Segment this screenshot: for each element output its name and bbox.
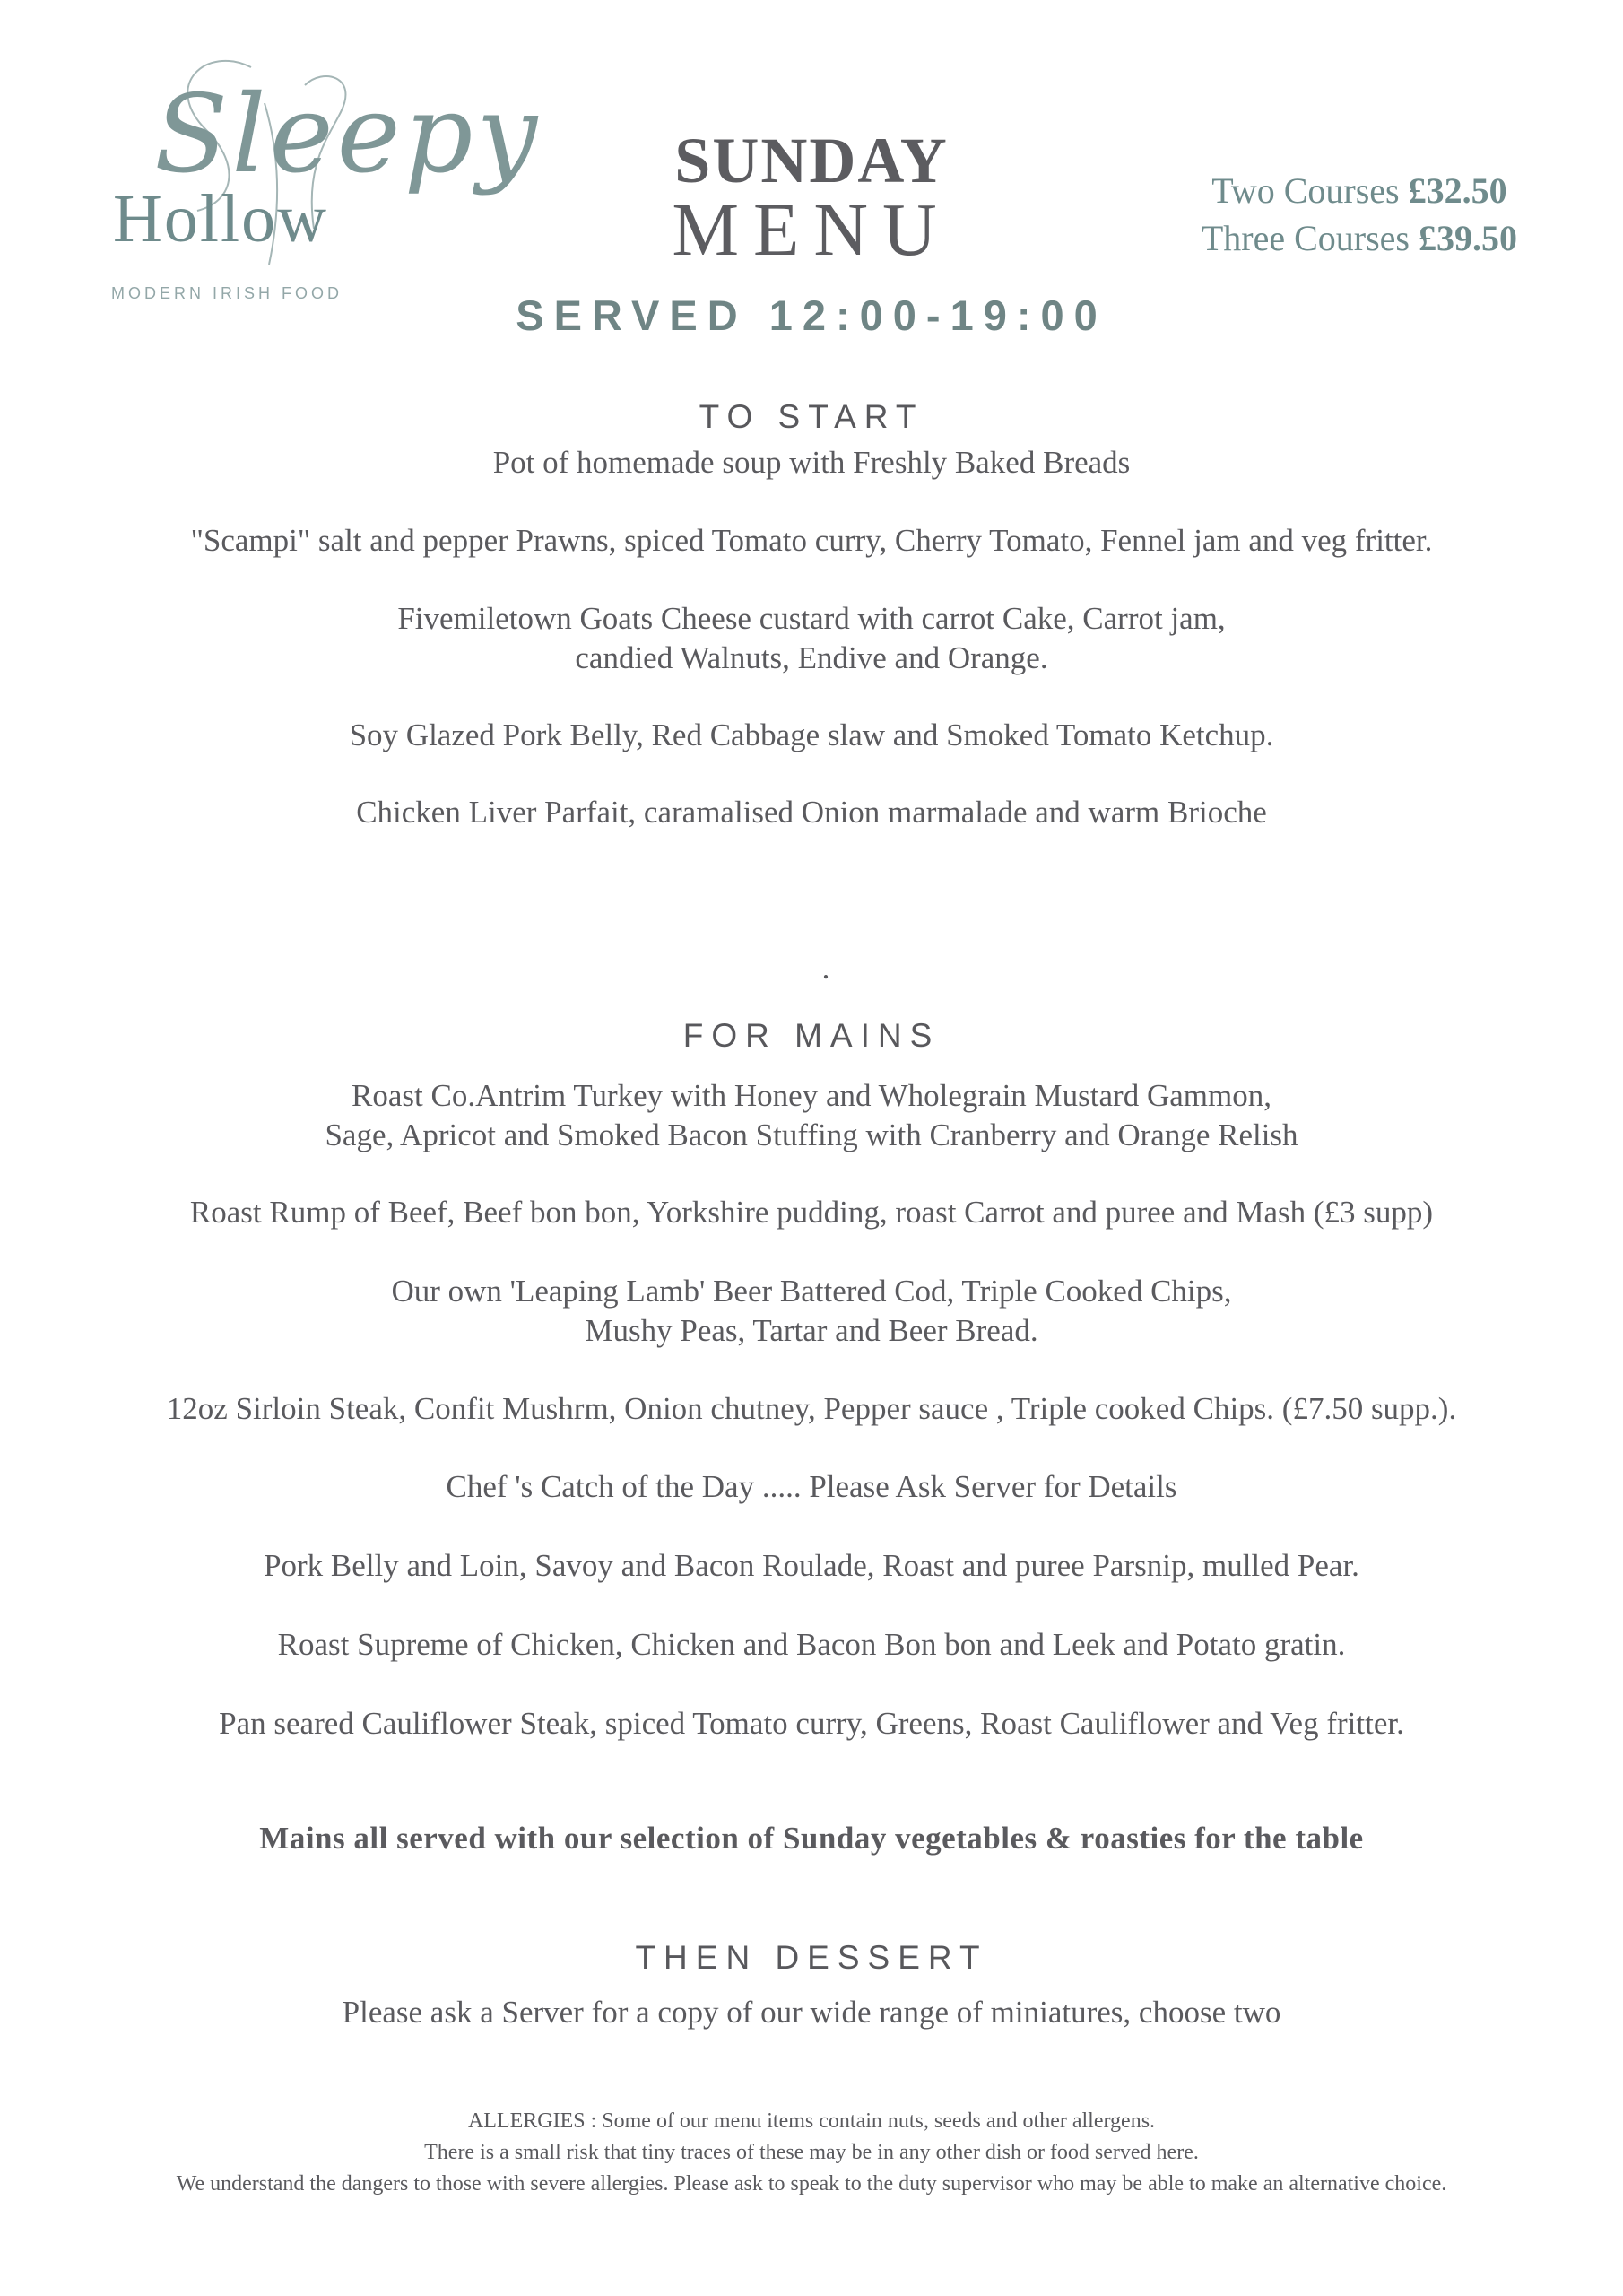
dessert-text: Please ask a Server for a copy of our wide range of miniatures, choose two — [342, 1995, 1281, 2030]
price-two-courses — [1202, 167, 1517, 214]
starter-item: Fivemiletown Goats Cheese custard with carrot Cake, Carrot jam, candied Walnuts, Endive and Orange. — [397, 601, 1226, 675]
logo-script-word: Sleepy — [154, 73, 542, 197]
menu-title-line2: MENU — [672, 188, 951, 272]
starter-item: "Scampi" salt and pepper Prawns, spiced Tomato curry, Cherry Tomato, Fennel jam and veg fritter. — [190, 523, 1433, 558]
main-item: Roast Rump of Beef, Beef bon bon, Yorkshire pudding, roast Carrot and puree and Mash (£3 supp) — [189, 1195, 1434, 1230]
section-heading-starters: TO START — [699, 398, 924, 435]
logo-tagline: MODERN IRISH FOOD — [111, 284, 343, 302]
main-item: Roast Co.Antrim Turkey with Honey and Wholegrain Mustard Gammon, Sage, Apricot and Smoked Bacon Stuffing with Cranberry and Orange Relish — [325, 1078, 1298, 1152]
served-hours: SERVED 12:00-19:00 — [516, 291, 1107, 339]
price-three-courses — [1202, 214, 1517, 262]
allergy-line: ALLERGIES : Some of our menu items contain nuts, seeds and other allergens. — [467, 2109, 1156, 2133]
section-heading-mains: FOR MAINS — [682, 1017, 941, 1054]
price-two-label: Two Courses — [1211, 170, 1400, 211]
price-three-label: Three Courses — [1201, 218, 1410, 258]
main-item: Our own 'Leaping Lamb' Beer Battered Cod, Triple Cooked Chips, Mushy Peas, Tartar and Beer Bread. — [391, 1274, 1232, 1348]
price-two-value: £32.50 — [1408, 170, 1507, 211]
section-separator: . — [821, 950, 830, 986]
menu-title-line1: SUNDAY — [674, 125, 949, 196]
price-three-value: £39.50 — [1419, 218, 1517, 258]
main-item: Pan seared Cauliflower Steak, spiced Tomato curry, Greens, Roast Cauliflower and Veg fritter. — [219, 1706, 1404, 1741]
starter-item: Pot of homemade soup with Freshly Baked Breads — [492, 445, 1131, 480]
main-item: Roast Supreme of Chicken, Chicken and Bacon Bon bon and Leek and Potato gratin. — [277, 1627, 1346, 1662]
starter-item: Chicken Liver Parfait, caramalised Onion marmalade and warm Brioche — [356, 795, 1267, 830]
main-item: Chef 's Catch of the Day ..... Please Ask Server for Details — [446, 1469, 1177, 1504]
logo-main-word: Hollow — [113, 181, 328, 257]
price-block — [1202, 167, 1517, 262]
starter-item: Soy Glazed Pork Belly, Red Cabbage slaw and Smoked Tomato Ketchup. — [349, 718, 1274, 752]
section-heading-dessert: THEN DESSERT — [635, 1939, 988, 1976]
allergy-line: There is a small risk that tiny traces of these may be in any other dish or food served here. — [424, 2141, 1199, 2164]
main-item: Pork Belly and Loin, Savoy and Bacon Roulade, Roast and puree Parsnip, mulled Pear. — [264, 1548, 1359, 1583]
main-item: 12oz Sirloin Steak, Confit Mushrm, Onion chutney, Pepper sauce , Triple cooked Chips. (£7.50 supp.). — [166, 1391, 1457, 1426]
mains-note: Mains all served with our selection of Sunday vegetables & roasties for the table — [259, 1821, 1364, 1856]
allergy-notice — [0, 2106, 1623, 2200]
allergy-line: We understand the dangers to those with severe allergies. Please ask to speak to the duty supervisor who may be able to make an alternative choice. — [176, 2172, 1447, 2196]
